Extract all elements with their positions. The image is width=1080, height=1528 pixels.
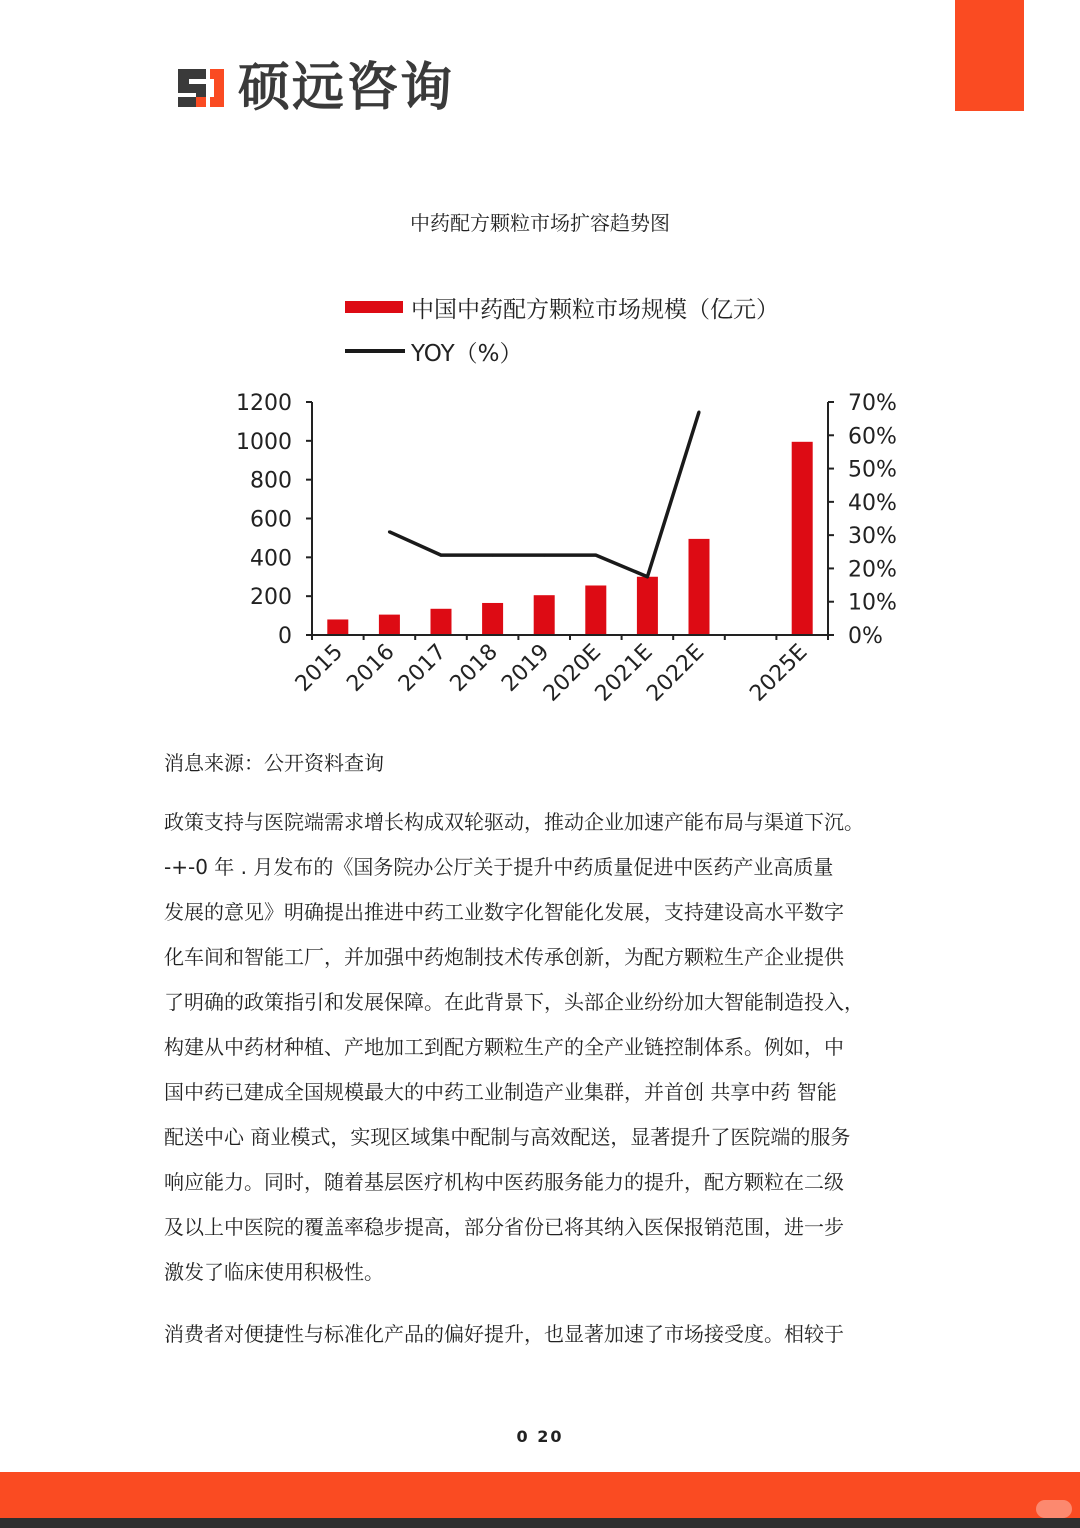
x-tick-label: 2017 bbox=[393, 639, 452, 697]
legend-line-label: YOY（%） bbox=[411, 340, 523, 367]
paragraph-line: 激发了临床使用积极性。 bbox=[164, 1260, 384, 1284]
x-tick-label: 2015 bbox=[290, 639, 349, 697]
body-paragraph-2 bbox=[164, 1312, 934, 1357]
x-tick-label: 2019 bbox=[497, 639, 555, 697]
x-tick-label: 2021E bbox=[590, 639, 658, 707]
footer-band bbox=[0, 1472, 1080, 1518]
right-tick-label: 20% bbox=[848, 557, 897, 583]
left-tick-label: 0 bbox=[278, 624, 292, 649]
bar bbox=[637, 577, 658, 635]
paragraph-line: 消费者对便捷性与标准化产品的偏好提升，也显著加速了市场接受度。相较于 bbox=[164, 1322, 844, 1346]
x-tick-label: 2025E bbox=[745, 639, 813, 707]
brand-logo bbox=[176, 58, 454, 118]
paragraph-line: 配送中心 商业模式，实现区域集中配制与高效配送，显著提升了医院端的服务 bbox=[164, 1125, 851, 1149]
footer-strip bbox=[0, 1518, 1080, 1528]
left-tick-label: 1000 bbox=[236, 429, 292, 455]
bar bbox=[379, 615, 400, 635]
paragraph-line: 构建从中药材种植、产地加工到配方颗粒生产的全产业链控制体系。例如，中 bbox=[164, 1035, 844, 1059]
paragraph-line: 发展的意见》明确提出推进中药工业数字化智能化发展，支持建设高水平数字 bbox=[164, 900, 844, 924]
page-number: 0 20 bbox=[516, 1427, 564, 1446]
left-tick-label: 600 bbox=[250, 507, 292, 533]
bar bbox=[482, 603, 503, 635]
right-tick-label: 60% bbox=[848, 424, 897, 450]
paragraph-line: -+-0 年 . 月发布的《国务院办公厅关于提升中药质量促进中医药产业高质量 bbox=[164, 855, 834, 879]
watermark bbox=[1036, 1500, 1072, 1518]
paragraph-line: 化车间和智能工厂，并加强中药炮制技术传承创新，为配方颗粒生产企业提供 bbox=[164, 945, 844, 969]
yoy-point bbox=[440, 554, 443, 557]
body-paragraph-1 bbox=[164, 800, 934, 1295]
x-tick-label: 2022E bbox=[642, 639, 710, 707]
legend-bar-label: 中国中药配方颗粒市场规模（亿元） bbox=[411, 296, 779, 323]
x-tick-label: 2020E bbox=[538, 639, 607, 707]
x-tick-label: 2016 bbox=[342, 639, 400, 697]
yoy-line bbox=[389, 412, 699, 577]
legend-item-bar bbox=[345, 287, 779, 327]
yoy-point bbox=[388, 530, 391, 533]
left-tick-label: 200 bbox=[250, 585, 292, 611]
bar bbox=[431, 609, 452, 635]
chart-title: 中药配方颗粒市场扩容趋势图 bbox=[410, 211, 670, 235]
source-note: 消息来源：公开资料查询 bbox=[164, 751, 384, 775]
top-accent-block bbox=[955, 0, 1024, 111]
legend-bar-swatch bbox=[345, 301, 403, 313]
bar bbox=[585, 585, 606, 635]
right-tick-label: 70% bbox=[848, 391, 897, 416]
bar bbox=[327, 619, 348, 635]
left-tick-label: 400 bbox=[250, 546, 292, 572]
right-tick-label: 10% bbox=[848, 590, 897, 616]
chart-legend bbox=[345, 287, 779, 371]
paragraph-line: 政策支持与医院端需求增长构成双轮驱动，推动企业加速产能布局与渠道下沉。 bbox=[164, 810, 864, 834]
yoy-point bbox=[698, 410, 701, 413]
x-tick-label: 2018 bbox=[445, 639, 503, 697]
right-tick-label: 50% bbox=[848, 457, 897, 483]
paragraph-line: 响应能力。同时，随着基层医疗机构中医药服务能力的提升，配方颗粒在二级 bbox=[164, 1170, 844, 1194]
yoy-point bbox=[646, 575, 649, 578]
yoy-point bbox=[491, 554, 494, 557]
bar bbox=[689, 539, 710, 635]
paragraph-line: 及以上中医院的覆盖率稳步提高，部分省份已将其纳入医保报销范围，进一步 bbox=[164, 1215, 844, 1239]
bar bbox=[792, 442, 813, 635]
chart-plot bbox=[0, 380, 1080, 740]
legend-item-line bbox=[345, 331, 779, 371]
left-tick-label: 1200 bbox=[236, 391, 292, 416]
yoy-point bbox=[543, 554, 546, 557]
left-tick-label: 800 bbox=[250, 468, 292, 494]
brand-mark-icon bbox=[176, 63, 226, 113]
right-tick-label: 40% bbox=[848, 490, 897, 516]
paragraph-line: 了明确的政策指引和发展保障。在此背景下，头部企业纷纷加大智能制造投入， bbox=[164, 990, 864, 1014]
legend-line-swatch bbox=[345, 349, 405, 353]
paragraph-line: 国中药已建成全国规模最大的中药工业制造产业集群，并首创 共享中药 智能 bbox=[164, 1080, 837, 1104]
yoy-point bbox=[594, 554, 597, 557]
bar bbox=[534, 595, 555, 635]
brand-name: 硕远咨询 bbox=[238, 58, 455, 118]
right-tick-label: 30% bbox=[848, 524, 897, 550]
right-tick-label: 0% bbox=[848, 624, 883, 649]
